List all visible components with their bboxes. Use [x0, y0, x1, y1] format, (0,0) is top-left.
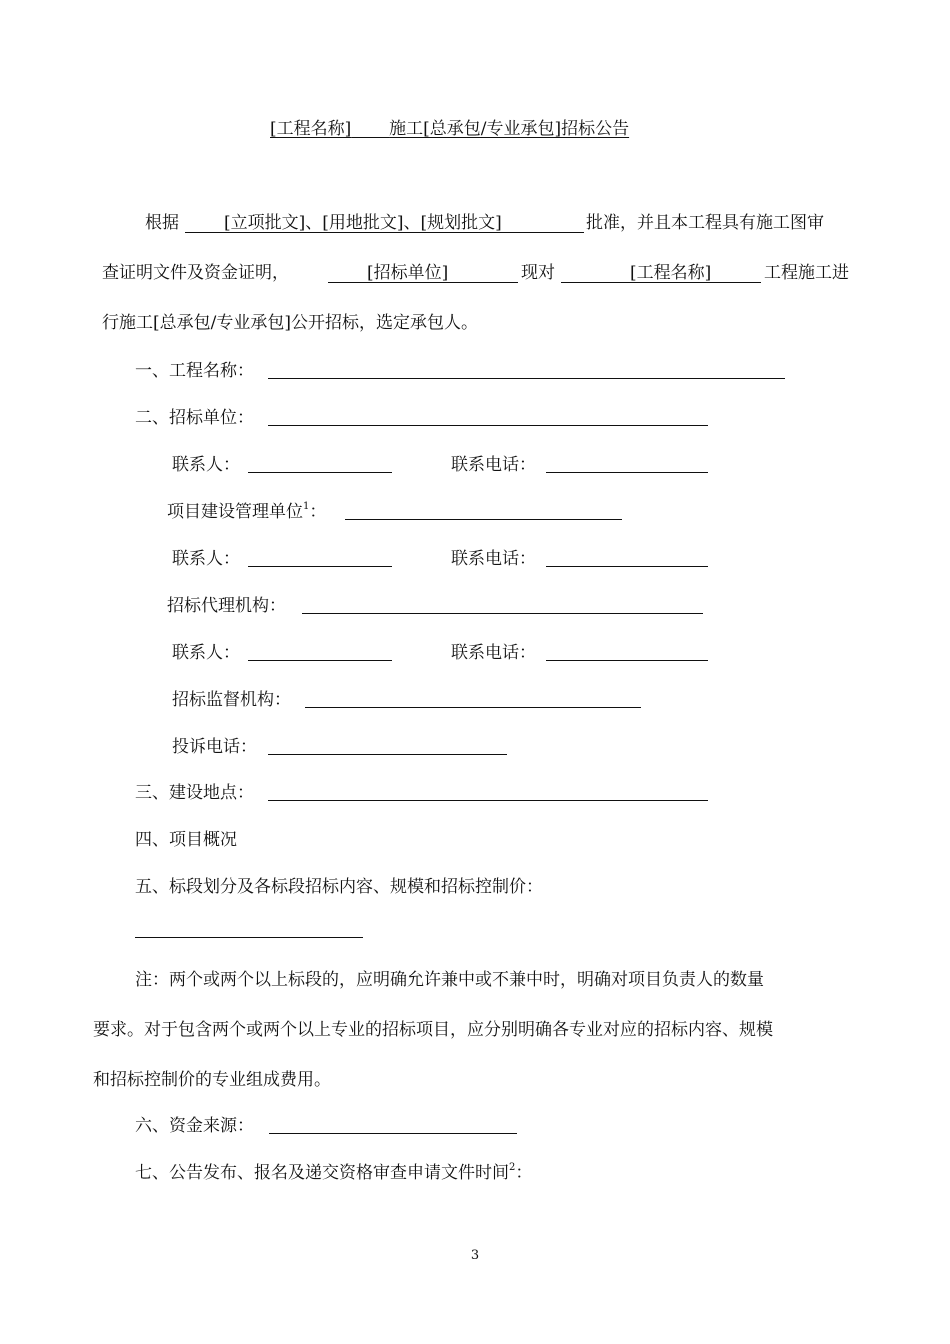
contact-phone-label-2: 联系电话： [451, 549, 536, 569]
section-5-lots-label: 五、标段划分及各标段招标内容、规模和招标控制价： [135, 877, 543, 897]
document-title [270, 118, 629, 140]
contact-person-label-1: 联系人： [172, 455, 240, 475]
intro-line-1-suffix: 批准，并且本工程具有施工图审 [586, 213, 824, 233]
tender-agency-blank [302, 613, 703, 614]
intro-line-1-prefix: 根据 [145, 213, 179, 233]
tender-unit-text: [招标单位] [367, 263, 449, 283]
tender-unit-blank [268, 425, 708, 426]
lots-blank [135, 937, 363, 938]
complaint-phone-blank [268, 754, 507, 755]
contact-phone-blank-2 [546, 566, 708, 567]
tender-supervision-label: 招标监督机构： [172, 690, 291, 710]
intro-line-2-suffix: 工程施工进 [764, 263, 849, 283]
project-name-text: [工程名称] [630, 263, 712, 283]
intro-line-2-mid: 现对 [521, 263, 555, 283]
location-blank [268, 800, 708, 801]
note-line-1: 注：两个或两个以上标段的，应明确允许兼中或不兼中时，明确对项目负责人的数量 [135, 970, 764, 990]
title-project-name: [工程名称] [270, 119, 352, 139]
note-line-2: 要求。对于包含两个或两个以上专业的招标项目，应分别明确各专业对应的招标内容、规模 [93, 1020, 773, 1040]
contact-phone-blank-3 [546, 660, 708, 661]
title-gap [351, 119, 389, 139]
section-6-funding-label: 六、资金来源： [135, 1116, 254, 1136]
footnote-ref-2: 2 [509, 1162, 516, 1174]
funding-blank [269, 1133, 517, 1134]
section-2-tender-unit-label: 二、招标单位： [135, 408, 254, 428]
contact-person-label-3: 联系人： [172, 643, 240, 663]
construction-mgmt-unit-text: 项目建设管理单位 [167, 502, 303, 522]
approvals-text: [立项批文]、[用地批文]、[规划批文] [224, 213, 502, 233]
colon: ： [309, 502, 327, 522]
contact-person-blank-1 [248, 472, 392, 473]
contact-person-blank-2 [248, 566, 392, 567]
tender-supervision-blank [305, 707, 641, 708]
contact-phone-label-3: 联系电话： [451, 643, 536, 663]
section-7-text: 七、公告发布、报名及递交资格审查申请文件时间 [135, 1163, 509, 1183]
note-line-3: 和招标控制价的专业组成费用。 [93, 1070, 331, 1090]
footnote-ref-1: 1 [303, 501, 310, 513]
construction-mgmt-unit-label [167, 501, 326, 523]
intro-line-3: 行施工[总承包/专业承包]公开招标，选定承包人。 [102, 313, 478, 333]
contact-person-blank-3 [248, 660, 392, 661]
project-name-blank [268, 378, 785, 379]
contact-phone-blank-1 [546, 472, 708, 473]
construction-mgmt-unit-blank [345, 519, 622, 520]
section-7-schedule-label [135, 1162, 532, 1184]
colon: ： [515, 1163, 533, 1183]
contact-phone-label-1: 联系电话： [451, 455, 536, 475]
intro-line-2-prefix: 查证明文件及资金证明， [102, 263, 289, 283]
complaint-phone-label: 投诉电话： [172, 737, 257, 757]
tender-agency-label: 招标代理机构： [167, 596, 286, 616]
page-number: 3 [470, 1248, 480, 1263]
section-1-project-name-label: 一、工程名称： [135, 361, 254, 381]
section-3-location-label: 三、建设地点： [135, 783, 254, 803]
title-tender-type: 施工[总承包/专业承包]招标公告 [389, 119, 630, 139]
contact-person-label-2: 联系人： [172, 549, 240, 569]
section-4-overview-label: 四、项目概况 [135, 830, 237, 850]
